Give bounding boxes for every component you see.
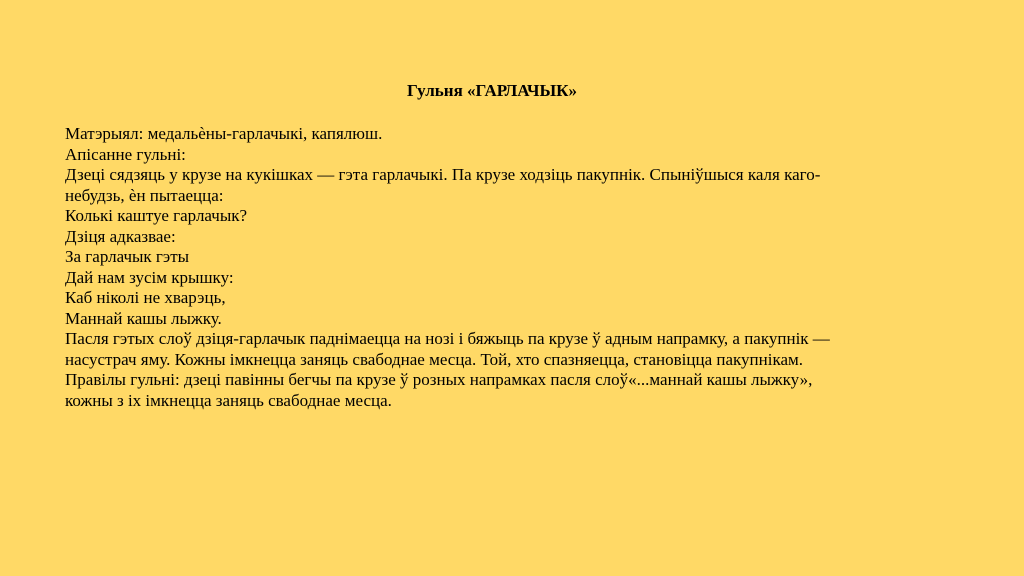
text-line: кожны з іх імкнецца заняць свабоднае месца.: [65, 390, 392, 410]
text-line: насустрач яму. Кожны імкнецца заняць свабоднае месца. Той, хто спазняецца, становіцца пакупнікам.: [65, 349, 804, 369]
slide-title: Гульня «ГАРЛАЧЫК»: [407, 81, 577, 100]
text-line: Дзеці сядзяць у крузе на кукішках — гэта гарлачыкі. Па крузе ходзіць пакупнік. Спыніўшыся каля каго-: [65, 165, 821, 184]
text-line: Правілы гульні: дзеці павінны бегчы па крузе ў розных напрамках пасля слоў«...маннай кашы лыжку»,: [65, 370, 813, 389]
text-line: Каб ніколі не хварэць,: [65, 288, 226, 307]
slide-body: [65, 124, 955, 411]
text-line: Дай нам зусім крышку:: [65, 267, 234, 287]
text-line: Апісанне гульні:: [65, 144, 186, 164]
text-line: небудзь, èн пытаецца:: [65, 185, 224, 205]
text-line: За гарлачык гэты: [65, 247, 190, 266]
text-line: Дзіця адказвае:: [65, 226, 176, 246]
text-line: Матэрыял: медальèны-гарлачыкі, капялюш.: [65, 124, 383, 143]
text-line: Пасля гэтых слоў дзіця-гарлачык паднімаецца на нозі і бяжыць па крузе ў адным напрамку, а пакупнік —: [65, 329, 830, 348]
text-line: Колькі каштуе гарлачык?: [65, 206, 248, 225]
text-line: Маннай кашы лыжку.: [65, 308, 222, 328]
